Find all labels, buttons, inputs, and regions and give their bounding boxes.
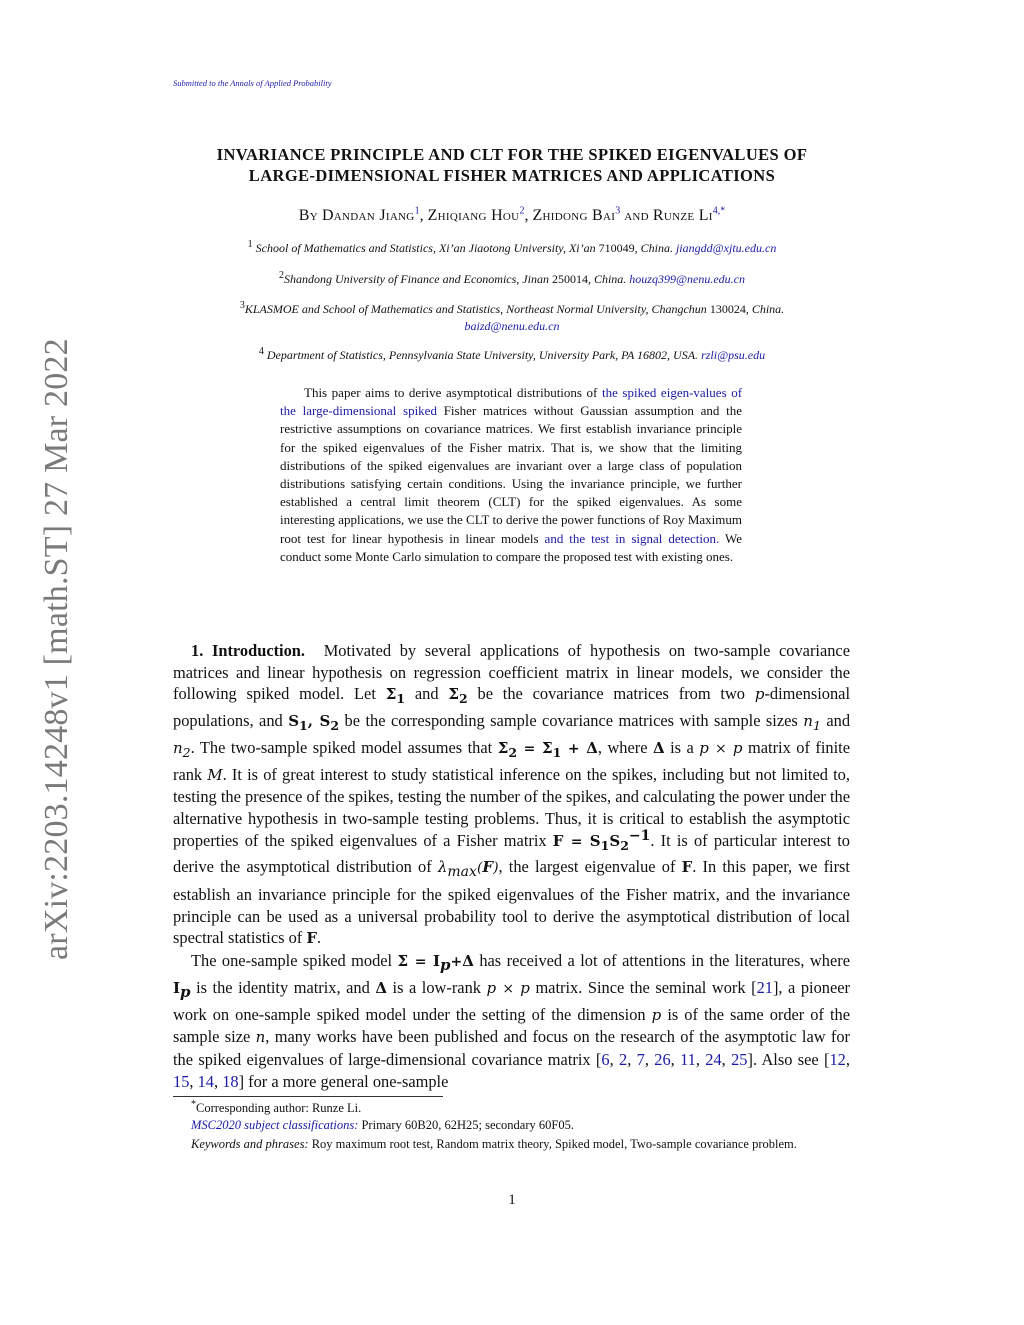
affiliation-3 — [150, 301, 874, 335]
footnote-corresponding — [173, 1100, 850, 1117]
citation-link[interactable]: 25 — [731, 1049, 748, 1069]
abstract-text-2: Fisher matrices without Gaussian assumption and the restrictive assumptions on covariance matrices. We first establish invariance principle for the spiked eigenvalues of the Fisher matrix. That is, we show that the limiting distributions of the spiked eigenvalues are invariant over a large class of population distributions satisfying certain conditions. Using the invariance principle, we further established a central limit theorem (CLT) for the spiked eigenvalues. As some interesting applications, we use the CLT to derive the power functions of Roy Maximum root test for linear hypothesis in linear models — [280, 403, 742, 546]
math-one-sample: $\Sigma = I_p+\Delta$ — [397, 952, 474, 975]
arxiv-stamp: arXiv:2203.14248v1 [math.ST] 27 Mar 2022 — [38, 338, 75, 960]
affiliation-4-sup: 4 — [258, 346, 264, 357]
math-n1: $n_1$ — [803, 712, 821, 734]
para-text: is the identity matrix, and — [196, 977, 370, 997]
math-p: p — [754, 685, 765, 704]
affiliation-2 — [150, 271, 874, 288]
corresponding-author: Corresponding author: Runze Li. — [196, 1101, 362, 1115]
math-lambda-max: $\lambda_{max}(F)$ — [437, 858, 499, 881]
title-line-2: LARGE-DIMENSIONAL FISHER MATRICES AND APPLICATIONS — [248, 166, 776, 185]
abstract-link-1[interactable]: the spiked eigen-values of the large-dimensional spiked — [280, 385, 743, 419]
intro-text: . It is of great interest to study statistical inference on the spikes, including but not limited to, testing the presence of the spikes, testing the number of the spikes, and calculating the power under the alternative hypothesis in two-sample testing problems. Thus, it is critical to establish the asymptotic properties of the spiked eigenvalues of a Fisher matrix — [173, 764, 850, 850]
footnote-rule — [173, 1096, 443, 1097]
math-pxp: p × p — [699, 738, 743, 757]
affiliation-1-sup: 1 — [247, 239, 253, 250]
author-2-sup[interactable]: 2 — [519, 205, 525, 217]
keywords-text: Roy maximum root test, Random matrix theory, Spiked model, Two-sample covariance problem. — [311, 1137, 797, 1151]
author-4: Runze Li — [652, 207, 713, 224]
footnote-keywords — [173, 1136, 850, 1153]
citation-link[interactable]: 21 — [756, 977, 773, 997]
affiliation-1-zip: 710049 — [598, 241, 635, 255]
intro-text: be the covariance matrices from two — [477, 684, 745, 704]
email-4-link[interactable]: rzli@psu.edu — [701, 348, 766, 362]
author-3-sup[interactable]: 3 — [615, 205, 621, 217]
affiliation-3-tail: , China. — [745, 302, 785, 316]
author-1-sup[interactable]: 1 — [414, 205, 420, 217]
math-n2: $n_2$ — [173, 738, 191, 760]
para-text: ] for a more general one-sample — [238, 1071, 449, 1091]
math-delta: Δ — [652, 738, 665, 757]
journal-header[interactable]: Submitted to the Annals of Applied Probability — [173, 78, 332, 88]
affiliation-2-zip: 250014 — [551, 272, 588, 286]
math-p: p — [651, 1005, 662, 1024]
para-text: ]. Also see [ — [747, 1049, 830, 1069]
intro-text: be the corresponding sample covariance matrices with sample sizes — [344, 711, 798, 731]
intro-text: Motivated by several applications of hypothesis on two-sample covariance matrices and linear hypothesis on regression coefficient matrix in linear models, we consider the following spiked model. Let — [173, 641, 850, 704]
citation-link[interactable]: 18 — [222, 1071, 239, 1091]
intro-text: . In this paper, we first establish an invariance principle for the spiked eigenvalues of the Fisher matrix, and the invariance principle can be used as a universal probability tool to derive the asymptotical distribution of local spectral statistics of — [173, 857, 850, 948]
by-word: By — [298, 207, 318, 224]
affiliation-4 — [150, 347, 874, 364]
citation-link[interactable]: 24 — [705, 1049, 722, 1069]
author-list: By Dandan Jiang$^1$, Zhiqiang Hou$^2$, Zhidong Bai$^3$ and Runze $Li^{4,*}$ — [298, 205, 726, 224]
intro-text: . — [317, 928, 322, 948]
title-line-1: INVARIANCE PRINCIPLE AND CLT FOR THE SPIKED EIGENVALUES OF — [216, 145, 808, 164]
citation-link[interactable]: 15 — [173, 1071, 190, 1091]
intro-text: and — [826, 711, 851, 731]
intro-text: is a — [670, 737, 694, 757]
intro-paragraph — [173, 640, 850, 950]
second-paragraph: The one-sample spiked model $\Sigma = I_p+\Delta$ has received a lot of attentions in the literatures, where $I_p$ is the identity matrix, and Δ is a low-rank p × p matrix. Since the seminal work [21], a pioneer work on one-sample spiked model under the setting of the dimension p is of the same order of the sample size n, many works have been published and focus on the research of the asymptotic law for the spiked eigenvalues of large-dimensional covariance matrix [6, 2, 7, 26, 11, 24, 25]. Also see [12, 15, 14, 18] for a more general one-sample — [173, 951, 850, 1091]
author-1: Dandan Jiang — [321, 207, 415, 224]
footnote-msc — [173, 1117, 850, 1134]
citation-link[interactable]: 11 — [680, 1049, 696, 1069]
math-n: n — [255, 1028, 266, 1047]
para-text: , many works have been published and focus on the research of the asymptotic law for the spiked eigenvalues of large-dimensional covariance matrix [ — [173, 1027, 850, 1069]
para-text: matrix. Since the seminal work [ — [535, 977, 757, 997]
abstract-text-3: We conduct some Monte Carlo simulation to compare the proposed test with existing ones. — [280, 530, 743, 564]
paper-title — [150, 144, 874, 186]
intro-text: -dimensional populations, and — [173, 684, 851, 731]
section-heading: 1. Introduction. — [191, 641, 306, 660]
email-2-link[interactable]: houzq399@nenu.edu.cn — [629, 272, 745, 286]
abstract-paragraph — [280, 384, 742, 566]
body-text — [173, 640, 850, 1092]
abstract — [280, 384, 742, 566]
para-text: ], a pioneer work on one-sample spiked model under the setting of the dimension — [173, 977, 850, 1024]
affiliation-3-sup: 3 — [239, 300, 245, 311]
math-sigma1: $\Sigma_1$ — [385, 685, 406, 707]
math-F: F — [681, 858, 693, 877]
citation-link[interactable]: 12 — [829, 1049, 846, 1069]
intro-text: and — [414, 684, 439, 704]
email-3-link[interactable]: baizd@nenu.edu.cn — [464, 319, 560, 333]
affiliation-1 — [150, 240, 874, 257]
affiliation-2-sup: 2 — [279, 270, 284, 281]
citation-link[interactable]: 26 — [654, 1049, 671, 1069]
email-1-link[interactable]: jiangdd@xjtu.edu.cn — [675, 241, 777, 255]
para-text: has received a lot of attentions in the literatures, where — [479, 951, 850, 971]
math-spiked-model: $\Sigma_2 = \Sigma_1 + \Delta$ — [497, 738, 598, 760]
math-M: M — [207, 765, 223, 784]
math-Ip: $I_p$ — [173, 978, 191, 1001]
intro-text: , where — [597, 737, 648, 757]
intro-text: matrix of finite rank — [173, 737, 850, 784]
citation-link[interactable]: 7 — [636, 1049, 645, 1069]
math-s1-s2: $S_1$, $S_2$ — [288, 712, 340, 734]
intro-text: . It is of particular interest to derive the asymptotical distribution of — [173, 830, 850, 877]
para-text: The one-sample spiked model — [191, 951, 393, 971]
intro-text: , the largest eigenvalue of — [498, 857, 676, 877]
affiliation-2-tail: , China. — [587, 272, 627, 286]
footnote-star: * — [191, 1098, 196, 1110]
affiliation-1-tail: , China. — [634, 241, 673, 255]
affiliation-1-text: School of Mathematics and Statistics, Xi’an Jiaotong University, Xi’an — [255, 241, 596, 255]
author-2: Zhiqiang Hou — [427, 207, 520, 224]
abstract-link-2[interactable]: and the test in signal detection. — [544, 530, 720, 546]
and-word: and — [624, 207, 649, 224]
math-delta: Δ — [375, 978, 387, 997]
citation-link[interactable]: 14 — [197, 1071, 214, 1091]
affiliation-3-text: KLASMOE and School of Mathematics and Statistics, Northeast Normal University, Changchun — [244, 302, 707, 316]
citation-link[interactable]: 2 — [619, 1049, 628, 1069]
math-F: F — [306, 929, 318, 948]
affiliation-3-zip: 130024 — [709, 302, 746, 316]
citation-link[interactable]: 6 — [601, 1049, 610, 1069]
math-pxp: p × p — [486, 978, 530, 997]
page-number: 1 — [508, 1192, 516, 1208]
affiliation-2-text: Shandong University of Finance and Economics, Jinan — [284, 272, 549, 286]
intro-text: . The two-sample spiked model assumes that — [190, 737, 493, 757]
math-fisher: $F = S_1S_2^{-1}$ — [552, 827, 651, 853]
para-text: is a low-rank — [392, 977, 481, 997]
math-sigma2: $\Sigma_2$ — [448, 685, 468, 707]
author-3: Zhidong Bai — [532, 207, 616, 224]
keywords-label: Keywords and phrases: — [191, 1137, 309, 1151]
affiliation-4-text: Department of Statistics, Pennsylvania State University, University Park, PA 16802, USA. — [266, 348, 699, 362]
msc-codes: Primary 60B20, 62H25; secondary 60F05. — [361, 1118, 574, 1132]
abstract-text-1: This paper aims to derive asymptotical distributions of — [304, 385, 598, 400]
para-text: is of the same order of the sample size — [173, 1004, 850, 1047]
msc-link[interactable]: MSC2020 subject classifications: — [191, 1118, 359, 1132]
author-4-sup[interactable]: 4,* — [712, 205, 726, 217]
